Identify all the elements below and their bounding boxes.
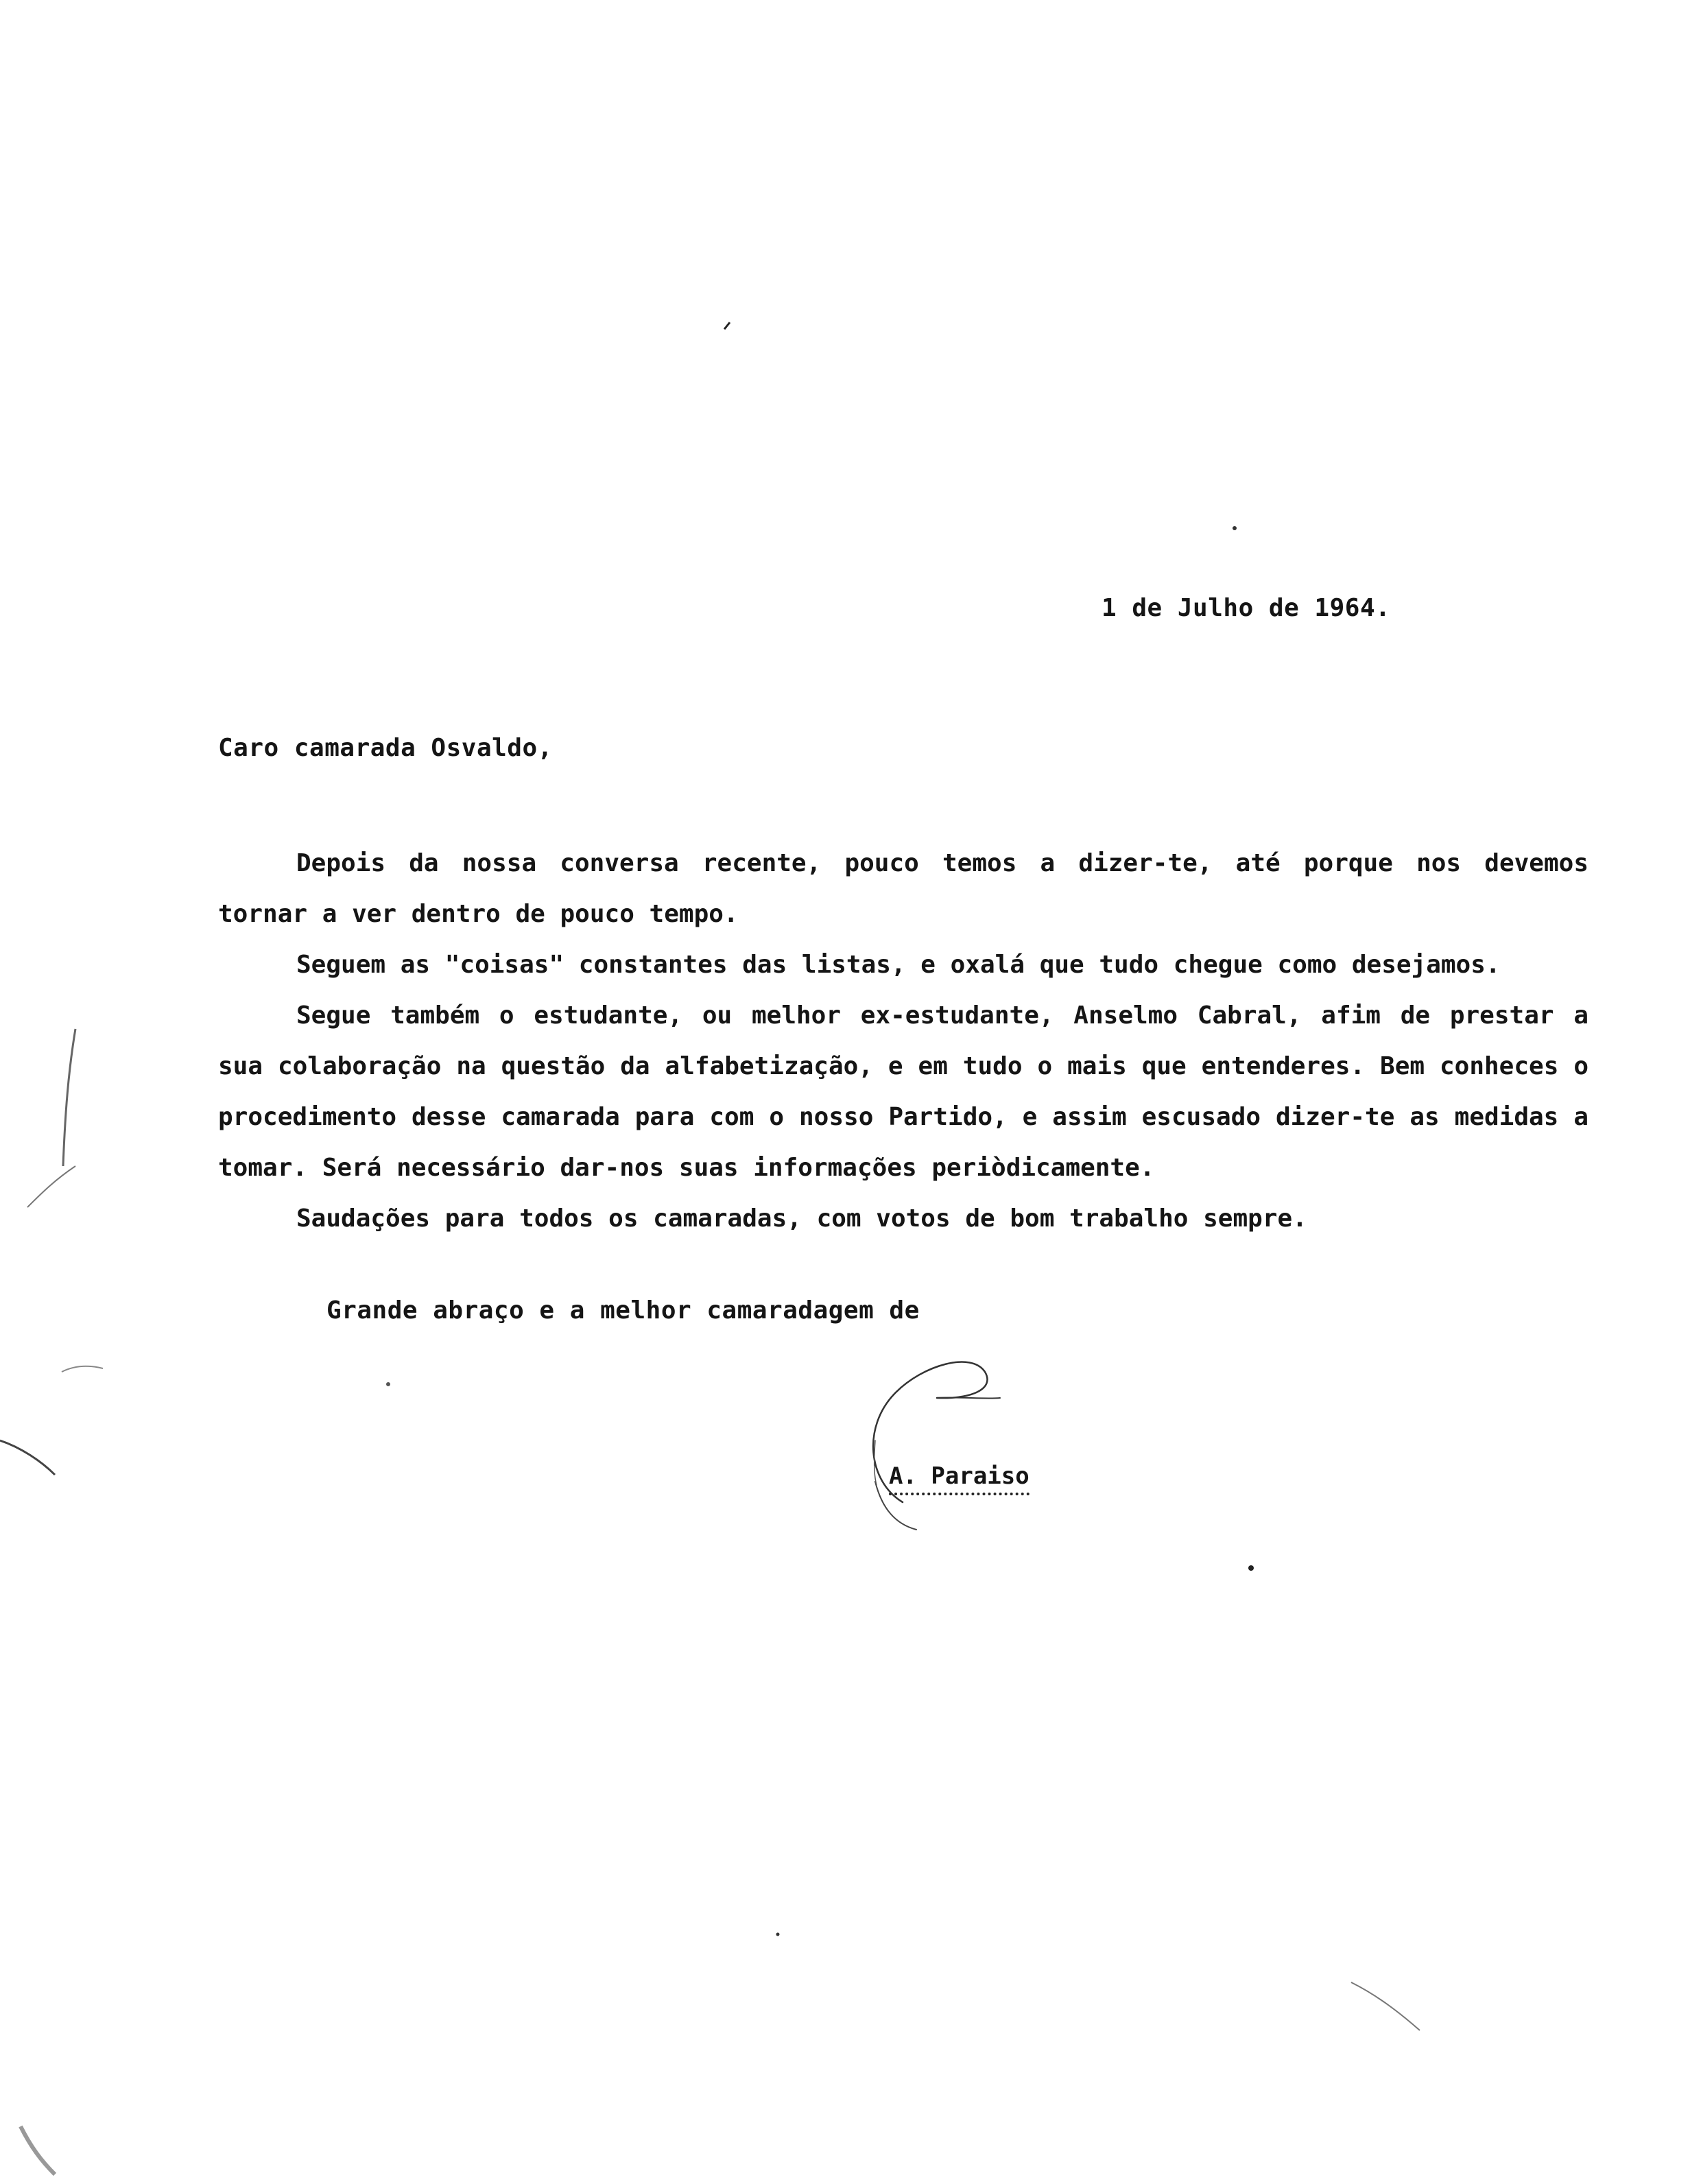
letter-paragraph-1: Depois da nossa conversa recente, pouco temos a dizer-te, até porque nos devemos tornar a ver dentro de pouco tempo. [218,849,1588,928]
scan-speck [1351,1982,1420,2030]
scan-speck [1248,1565,1254,1571]
letter-date: 1 de Julho de 1964. [1102,594,1391,622]
letter-salutation: Caro camarada Osvaldo, [218,734,553,762]
scan-speck [21,2126,55,2174]
scan-speck [62,1366,103,1372]
signature-typed-name: A. Paraiso [889,1462,1030,1495]
letter-paragraph-2: Seguem as "coisas" constantes das listas, e oxalá que tudo chegue como desejamos. [296,951,1501,979]
scan-speck [63,1029,75,1166]
scan-speck [27,1166,75,1207]
letter-closing: Grande abraço e a melhor camaradagem de [326,1296,920,1325]
scan-speck [0,1440,55,1475]
scan-speck [776,1933,780,1936]
scan-speck [1233,526,1237,530]
scan-speck [724,322,730,329]
scan-speck [386,1382,390,1386]
letter-paragraph-3: Segue também o estudante, ou melhor ex-estudante, Anselmo Cabral, afim de prestar a sua colaboração na questão da alfabetização, e em tudo o mais que entenderes. Bem conheces o procedimento desse camarada para com o nosso Partido, e assim escusado dizer-te as medidas a tomar. Será necessário dar-nos suas informações periòdicamente. [218,1001,1588,1182]
letter-paragraph-4: Saudações para todos os camaradas, com votos de bom trabalho sempre. [296,1204,1307,1233]
